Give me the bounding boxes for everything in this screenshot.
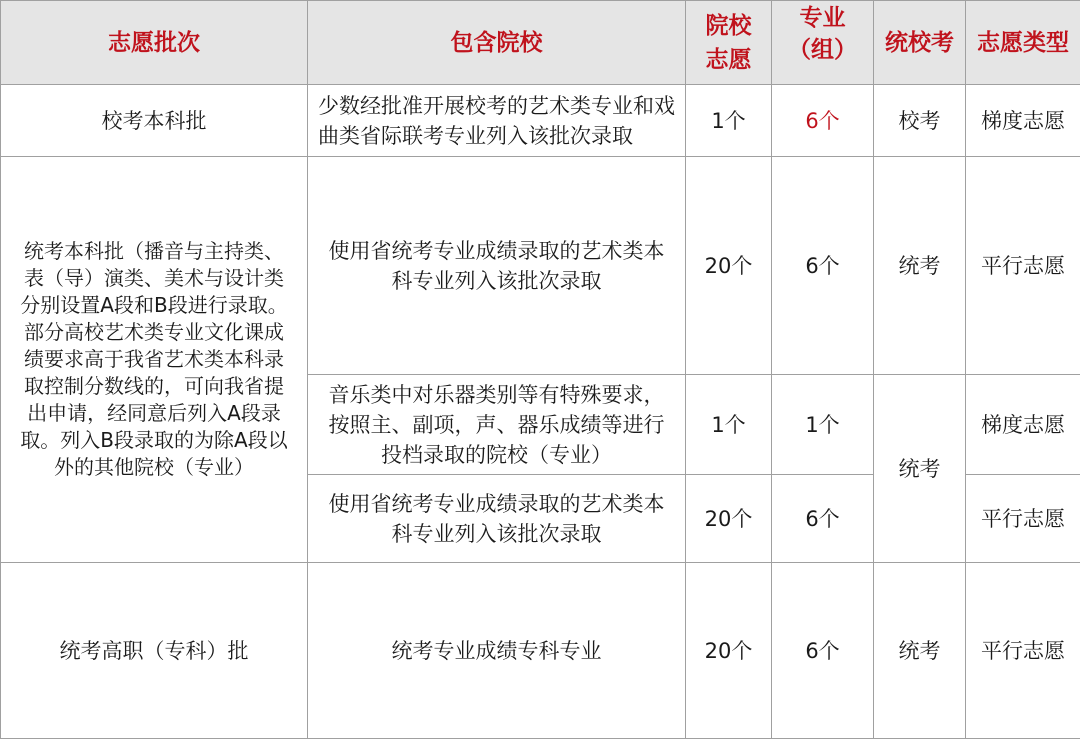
header-school-choice-label: 院校志愿: [688, 2, 769, 84]
cell-schools: 少数经批准开展校考的艺术类专业和戏曲类省际联考专业列入该批次录取: [308, 85, 686, 157]
cell-schools: 音乐类中对乐器类别等有特殊要求，按照主、副项，声、器乐成绩等进行投档录取的院校（专业）: [308, 375, 686, 475]
cell-schools: 统考专业成绩专科专业: [308, 563, 686, 739]
header-schools-label: 包含院校: [451, 30, 543, 56]
cell-school-choice: 20个: [686, 563, 772, 739]
cell-major-group: 1个: [772, 375, 874, 475]
header-schools: [308, 1, 686, 85]
header-major-group-label: [774, 2, 871, 84]
header-major-group: [772, 1, 874, 85]
cell-school-choice: 1个: [686, 85, 772, 157]
header-choice-type-label: 志愿类型: [977, 30, 1069, 56]
cell-exam-type: 校考: [874, 85, 966, 157]
cell-schools: 使用省统考专业成绩录取的艺术类本科专业列入该批次录取: [308, 475, 686, 563]
table-row: [1, 157, 1080, 375]
header-exam-type-label: 统校考: [885, 30, 954, 56]
cell-batch: 校考本科批: [1, 85, 308, 157]
cell-batch: 统考高职（专科）批: [1, 563, 308, 739]
cell-major-group: 6个: [772, 563, 874, 739]
header-row: [1, 1, 1080, 85]
cell-school-choice: 20个: [686, 475, 772, 563]
cell-batch: 统考本科批（播音与主持类、表（导）演类、美术与设计类分别设置A段和B段进行录取。部分高校艺术类专业文化课成绩要求高于我省艺术类本科录取控制分数线的，可向我省提出申请，经同意后列入A段录取。列入B段录取的为除A段以外的其他院校（专业）: [1, 157, 308, 563]
cell-choice-type: 平行志愿: [966, 475, 1080, 563]
header-choice-type: [966, 1, 1080, 85]
cell-major-group: 6个: [772, 85, 874, 157]
table-row: [1, 85, 1080, 157]
table-row: [1, 563, 1080, 739]
cell-exam-type: 统考: [874, 375, 966, 563]
cell-major-group: 6个: [772, 475, 874, 563]
header-batch-label: 志愿批次: [108, 30, 200, 56]
cell-choice-type: 梯度志愿: [966, 85, 1080, 157]
header-batch: [1, 1, 308, 85]
cell-exam-type: 统考: [874, 157, 966, 375]
cell-school-choice: 20个: [686, 157, 772, 375]
header-exam-type: [874, 1, 966, 85]
cell-choice-type: 平行志愿: [966, 563, 1080, 739]
header-school-choice: [686, 1, 772, 85]
cell-choice-type: 平行志愿: [966, 157, 1080, 375]
header-major-group-text: 专业（组）: [788, 2, 857, 66]
cell-schools: 使用省统考专业成绩录取的艺术类本科专业列入该批次录取: [308, 157, 686, 375]
cell-choice-type: 梯度志愿: [966, 375, 1080, 475]
cell-major-group: 6个: [772, 157, 874, 375]
cell-exam-type: 统考: [874, 563, 966, 739]
cell-school-choice: 1个: [686, 375, 772, 475]
